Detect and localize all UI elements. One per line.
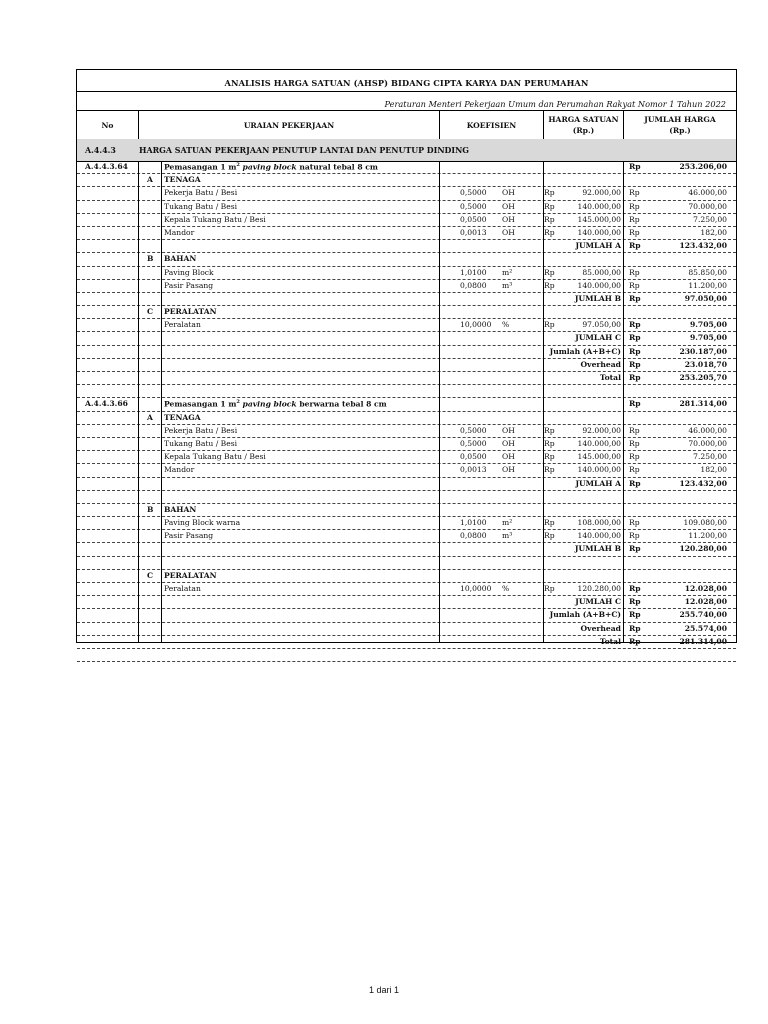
item-description-italic: paving block <box>242 399 297 409</box>
table-row <box>77 187 736 200</box>
section-header <box>77 139 736 162</box>
currency-label: Rp <box>629 227 640 237</box>
currency-label: Rp <box>544 227 555 237</box>
group-letter: A <box>147 412 153 422</box>
currency-label: Rp <box>629 518 640 528</box>
group-title: PERALATAN <box>164 307 217 317</box>
line-unit-price: 92.000,00 <box>582 425 621 435</box>
table-row <box>77 517 736 530</box>
currency-label: Rp <box>629 293 641 303</box>
subtotal-amount: 253.205,70 <box>679 373 727 382</box>
currency-label: Rp <box>629 465 640 475</box>
item-code: A.4.4.3.64 <box>85 162 128 171</box>
table-row <box>77 293 736 306</box>
line-unit-price: 108.000,00 <box>577 518 621 528</box>
column-divider <box>138 161 139 642</box>
table-row <box>77 570 736 583</box>
currency-label: Rp <box>544 267 555 277</box>
line-coefficient: 0,0013 <box>460 227 487 237</box>
currency-label: Rp <box>629 280 640 290</box>
currency-label: Rp <box>629 201 640 211</box>
line-unit-price: 120.280,00 <box>577 584 621 593</box>
item-description-text: Pemasangan 1 m <box>164 399 237 409</box>
table-row <box>77 306 736 319</box>
line-coefficient: 0,5000 <box>460 425 487 435</box>
line-unit: m³ <box>502 531 513 541</box>
currency-label: Rp <box>544 188 555 198</box>
line-amount: 12.028,00 <box>684 584 727 593</box>
line-amount: 109.080,00 <box>683 518 727 528</box>
table-row <box>77 491 736 504</box>
currency-label: Rp <box>544 320 555 330</box>
subtotal-label: JUMLAH A <box>575 241 621 251</box>
item-description-superscript: 2 <box>236 162 240 168</box>
line-unit-price: 97.050,00 <box>582 320 621 330</box>
line-unit: m² <box>502 267 513 277</box>
line-amount: 182,00 <box>700 465 727 475</box>
line-coefficient: 0,0013 <box>460 465 487 475</box>
line-unit: % <box>502 584 510 593</box>
currency-label: Rp <box>629 597 641 607</box>
table-row <box>77 346 736 359</box>
line-description: Kepala Tukang Batu / Besi <box>164 214 266 224</box>
line-unit: m³ <box>502 280 513 290</box>
currency-label: Rp <box>629 373 641 382</box>
line-coefficient: 0,0500 <box>460 214 487 224</box>
table-row <box>77 425 736 438</box>
subtotal-label: Jumlah (A+B+C) <box>549 346 621 356</box>
subtotal-label: JUMLAH C <box>575 597 621 607</box>
table-row <box>77 438 736 451</box>
line-unit-price: 140.000,00 <box>577 227 621 237</box>
table-row <box>77 636 736 649</box>
group-title: BAHAN <box>164 504 197 514</box>
line-amount: 9.705,00 <box>690 320 727 330</box>
line-unit-price: 140.000,00 <box>577 531 621 541</box>
item-total: 281.314,00 <box>679 399 727 409</box>
line-description: Peralatan <box>164 320 201 330</box>
table-row <box>77 253 736 266</box>
subtotal-label: Jumlah (A+B+C) <box>549 610 621 620</box>
subtotal-label: Overhead <box>580 623 621 633</box>
table-row <box>77 332 736 345</box>
currency-label: Rp <box>544 280 555 290</box>
currency-label: Rp <box>629 636 641 646</box>
currency-label: Rp <box>544 438 555 448</box>
line-amount: 70.000,00 <box>688 201 727 211</box>
subtotal-label: JUMLAH A <box>575 478 621 488</box>
table-row <box>77 398 736 411</box>
group-letter: B <box>147 504 154 514</box>
subtotal-label: Overhead <box>580 359 621 369</box>
subtotal-amount: 255.740,00 <box>679 610 727 620</box>
subtotal-label: JUMLAH C <box>575 333 621 343</box>
currency-label: Rp <box>629 267 640 277</box>
line-unit: OH <box>502 201 515 211</box>
table-row <box>77 504 736 517</box>
line-description: Peralatan <box>164 584 201 593</box>
currency-label: Rp <box>629 425 640 435</box>
item-description-italic: paving block <box>242 162 297 172</box>
table-row <box>77 214 736 227</box>
currency-label: Rp <box>629 623 641 633</box>
table-row <box>77 267 736 280</box>
item-description-text: Pemasangan 1 m <box>164 162 237 172</box>
currency-label: Rp <box>629 162 641 171</box>
item-code: A.4.4.3.66 <box>85 399 128 409</box>
document-title: ANALISIS HARGA SATUAN (AHSP) BIDANG CIPTA KARYA DAN PERUMAHAN <box>224 78 589 88</box>
currency-label: Rp <box>629 333 641 343</box>
currency-label: Rp <box>629 544 641 554</box>
line-coefficient: 0,0500 <box>460 452 487 462</box>
currency-label: Rp <box>544 201 555 211</box>
table-row <box>77 227 736 240</box>
page-number: 1 dari 1 <box>368 985 400 995</box>
line-coefficient: 1,0100 <box>460 518 487 528</box>
column-header-harga-satuan: HARGA SATUAN (Rp.) <box>544 111 624 139</box>
group-title: TENAGA <box>164 412 201 422</box>
line-amount: 85.850,00 <box>688 267 727 277</box>
line-unit: OH <box>502 465 515 475</box>
line-unit: OH <box>502 425 515 435</box>
table-row <box>77 359 736 372</box>
line-description: Tukang Batu / Besi <box>164 438 238 448</box>
line-amount: 11.200,00 <box>688 280 727 290</box>
group-title: PERALATAN <box>164 570 217 580</box>
subtotal-label: Total <box>599 636 621 646</box>
table-row <box>77 201 736 214</box>
line-description: Tukang Batu / Besi <box>164 201 238 211</box>
currency-label: Rp <box>544 214 555 224</box>
line-unit: OH <box>502 452 515 462</box>
line-description: Kepala Tukang Batu / Besi <box>164 452 266 462</box>
currency-label: Rp <box>629 188 640 198</box>
column-divider <box>161 161 162 642</box>
line-unit-price: 92.000,00 <box>582 188 621 198</box>
currency-label: Rp <box>629 346 641 356</box>
line-unit: OH <box>502 214 515 224</box>
line-unit-price: 140.000,00 <box>577 465 621 475</box>
table-row <box>77 478 736 491</box>
table-row <box>77 530 736 543</box>
subtotal-label: JUMLAH B <box>574 293 621 303</box>
section-title: HARGA SATUAN PEKERJAAN PENUTUP LANTAI DAN PENUTUP DINDING <box>139 146 470 155</box>
currency-label: Rp <box>544 465 555 475</box>
table-row <box>77 543 736 556</box>
table-row <box>77 372 736 385</box>
divider <box>77 91 736 92</box>
line-description: Mandor <box>164 227 195 237</box>
line-unit: m² <box>502 518 513 528</box>
regulation-reference: Peraturan Menteri Pekerjaan Umum dan Perumahan Rakyat Nomor 1 Tahun 2022 <box>384 99 726 109</box>
currency-label: Rp <box>629 531 640 541</box>
line-amount: 70.000,00 <box>688 438 727 448</box>
line-unit: OH <box>502 438 515 448</box>
column-header-jumlah-harga: JUMLAH HARGA (Rp.) <box>644 115 716 135</box>
table-row <box>77 557 736 570</box>
table-row <box>77 451 736 464</box>
column-divider <box>623 161 624 642</box>
column-divider <box>439 161 440 642</box>
currency-label: Rp <box>544 452 555 462</box>
currency-label: Rp <box>629 452 640 462</box>
group-letter: B <box>147 254 154 264</box>
table-row <box>77 412 736 425</box>
line-unit-price: 145.000,00 <box>577 452 621 462</box>
table-row <box>77 464 736 477</box>
line-coefficient: 10,0000 <box>460 320 492 330</box>
currency-label: Rp <box>544 531 555 541</box>
line-unit-price: 140.000,00 <box>577 201 621 211</box>
subtotal-label: Total <box>599 373 621 382</box>
currency-label: Rp <box>629 584 641 593</box>
line-description: Paving Block <box>164 267 214 277</box>
line-description: Mandor <box>164 465 195 475</box>
group-letter: C <box>147 307 154 317</box>
line-description: Pekerja Batu / Besi <box>164 425 238 435</box>
line-description: Pasir Pasang <box>164 280 214 290</box>
subtotal-amount: 123.432,00 <box>679 478 727 488</box>
table-row <box>77 240 736 253</box>
group-letter: A <box>147 175 153 185</box>
column-header-no: No <box>77 111 139 139</box>
line-amount: 7.250,00 <box>693 452 727 462</box>
ahsp-sheet <box>76 69 737 646</box>
section-code: A.4.4.3 <box>85 146 116 155</box>
item-description-text: natural tebal 8 cm <box>296 162 378 172</box>
table-row <box>77 319 736 332</box>
subtotal-amount: 281.314,00 <box>679 636 727 646</box>
currency-label: Rp <box>629 359 641 369</box>
subtotal-amount: 97.050,00 <box>684 293 727 303</box>
line-coefficient: 0,0800 <box>460 531 487 541</box>
line-description: Pasir Pasang <box>164 531 214 541</box>
line-coefficient: 10,0000 <box>460 584 492 593</box>
line-unit: OH <box>502 188 515 198</box>
line-amount: 11.200,00 <box>688 531 727 541</box>
subtotal-amount: 120.280,00 <box>679 544 727 554</box>
currency-label: Rp <box>544 584 555 593</box>
analysis-rows <box>77 161 736 662</box>
line-description: Paving Block warna <box>164 518 241 528</box>
line-amount: 46.000,00 <box>688 188 727 198</box>
column-header-koefisien: KOEFISIEN <box>440 111 544 139</box>
table-row <box>77 609 736 622</box>
currency-label: Rp <box>544 425 555 435</box>
line-amount: 46.000,00 <box>688 425 727 435</box>
line-coefficient: 1,0100 <box>460 267 487 277</box>
subtotal-label: JUMLAH B <box>574 544 621 554</box>
line-unit: % <box>502 320 510 330</box>
subtotal-amount: 123.432,00 <box>679 241 727 251</box>
group-letter: C <box>147 570 154 580</box>
item-description <box>164 162 378 172</box>
item-total: 253.206,00 <box>679 162 727 171</box>
table-row <box>77 623 736 636</box>
currency-label: Rp <box>629 610 641 620</box>
line-amount: 182,00 <box>700 227 727 237</box>
currency-label: Rp <box>544 518 555 528</box>
subtotal-amount: 230.187,00 <box>679 346 727 356</box>
line-unit-price: 145.000,00 <box>577 214 621 224</box>
currency-label: Rp <box>629 478 641 488</box>
table-row <box>77 596 736 609</box>
subtotal-amount: 9.705,00 <box>690 333 727 343</box>
item-description-superscript: 2 <box>236 399 240 406</box>
column-divider <box>543 161 544 642</box>
currency-label: Rp <box>629 214 640 224</box>
currency-label: Rp <box>629 241 641 251</box>
currency-label: Rp <box>629 399 641 409</box>
currency-label: Rp <box>629 320 641 330</box>
column-header-uraian: URAIAN PEKERJAAN <box>139 111 440 139</box>
table-row <box>77 161 736 174</box>
group-title: BAHAN <box>164 254 197 264</box>
table-row <box>77 583 736 596</box>
line-unit: OH <box>502 227 515 237</box>
line-coefficient: 0,5000 <box>460 188 487 198</box>
table-row <box>77 280 736 293</box>
subtotal-amount: 12.028,00 <box>684 597 727 607</box>
subtotal-amount: 25.574,00 <box>684 623 727 633</box>
line-coefficient: 0,5000 <box>460 438 487 448</box>
currency-label: Rp <box>629 438 640 448</box>
subtotal-amount: 23.018,70 <box>684 359 727 369</box>
item-description <box>164 399 387 409</box>
line-coefficient: 0,0800 <box>460 280 487 290</box>
line-amount: 7.250,00 <box>693 214 727 224</box>
table-row <box>77 385 736 398</box>
line-coefficient: 0,5000 <box>460 201 487 211</box>
group-title: TENAGA <box>164 175 201 185</box>
item-description-text: berwarna tebal 8 cm <box>296 399 387 409</box>
table-row <box>77 174 736 187</box>
line-description: Pekerja Batu / Besi <box>164 188 238 198</box>
line-unit-price: 85.000,00 <box>582 267 621 277</box>
line-unit-price: 140.000,00 <box>577 280 621 290</box>
table-row <box>77 649 736 662</box>
line-unit-price: 140.000,00 <box>577 438 621 448</box>
